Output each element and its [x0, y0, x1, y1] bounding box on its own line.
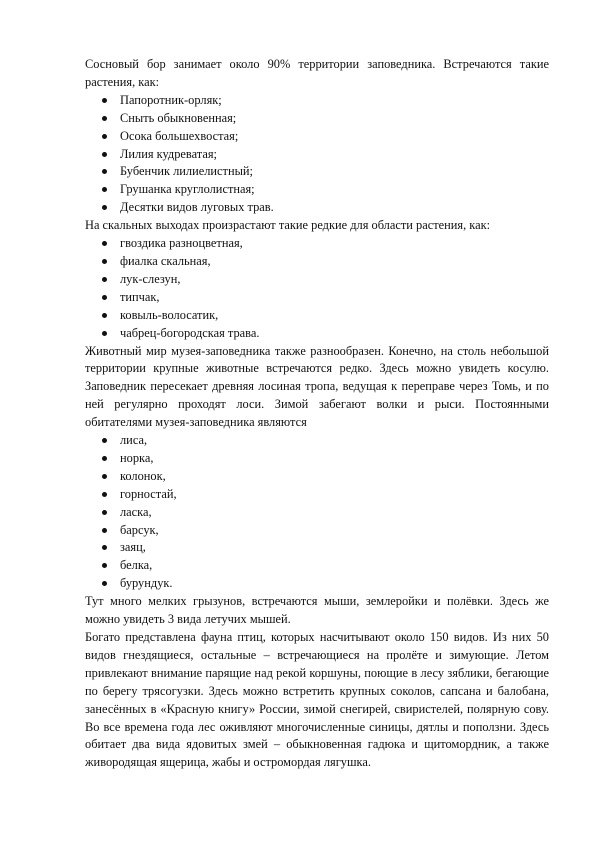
list-item [85, 199, 549, 217]
animals-list [85, 432, 549, 593]
bullet-icon [102, 152, 107, 157]
list-item [85, 289, 549, 307]
list-item-text: барсук, [120, 522, 159, 537]
paragraph-birds: Богато представлена фауна птиц, которых насчитывают около 150 видов. Из них 50 видов гнездящиеся, остальные – встречающиеся на пролёте и зимующие. Летом привлекают внимание парящие над рекой коршуны, поющие в лесу зяблики, бегающие по берегу трясогузки. Здесь можно встретить крупных соколов, сапсана и балобана, занесённых в «Красную книгу» России, зимой снегирей, свиристелей, полярную сову. Во все времена года лес оживляют многочисленные синицы, дятлы и поползни. Здесь обитает два вида ядовитых змей – обыкновенная гадюка и щитомордник, а также живородящая ящерица, жабы и остромордая лягушка. [85, 630, 549, 770]
list-item-text: Осока большехвостая; [120, 128, 239, 143]
list-item-text: Грушанка круглолистная; [120, 182, 255, 197]
list-item-text: заяц, [120, 540, 146, 555]
list-item [85, 522, 549, 540]
paragraph-rocky-outcrops: На скальных выходах произрастают такие редкие для области растения, как: [85, 218, 491, 233]
bullet-icon [102, 456, 107, 461]
list-item-text: горностай, [120, 486, 177, 501]
list-item [85, 325, 549, 343]
rare-plants-list [85, 235, 549, 342]
list-item [85, 307, 549, 325]
list-item [85, 128, 549, 146]
list-item [85, 146, 549, 164]
list-item-text: норка, [120, 450, 154, 465]
bullet-icon [102, 474, 107, 479]
list-item [85, 486, 549, 504]
paragraph-pine-forest: Сосновый бор занимает около 90% территории заповедника. Встречаются такие растения, как: [85, 57, 549, 89]
list-item-text: колонок, [120, 468, 166, 483]
list-item-text: белка, [120, 558, 153, 573]
list-item [85, 539, 549, 557]
bullet-icon [102, 581, 107, 586]
list-item [85, 235, 549, 253]
list-item [85, 181, 549, 199]
bullet-icon [102, 492, 107, 497]
list-item-text: Бубенчик лилиелистный; [120, 164, 253, 179]
bullet-icon [102, 295, 107, 300]
paragraph-rodents: Тут много мелких грызунов, встречаются мыши, землеройки и полёвки. Здесь же можно увидеть 3 вида летучих мышей. [85, 594, 549, 627]
bullet-icon [102, 187, 107, 192]
list-item-text: гвоздика разноцветная, [120, 236, 243, 251]
list-item [85, 110, 549, 128]
bullet-icon [102, 545, 107, 550]
bullet-icon [102, 134, 107, 139]
bullet-icon [102, 241, 107, 246]
bullet-icon [102, 510, 107, 515]
bullet-icon [102, 563, 107, 568]
list-item-text: Десятки видов луговых трав. [120, 200, 274, 215]
bullet-icon [102, 98, 107, 103]
bullet-icon [102, 116, 107, 121]
bullet-icon [102, 438, 107, 443]
list-item-text: Сныть обыкновенная; [120, 110, 237, 125]
list-item [85, 468, 549, 486]
list-item-text: ковыль-волосатик, [120, 307, 219, 322]
bullet-icon [102, 277, 107, 282]
bullet-icon [102, 205, 107, 210]
list-item-text: чабрец-богородская трава. [120, 325, 260, 340]
bullet-icon [102, 331, 107, 336]
list-item [85, 557, 549, 575]
list-item-text: лиса, [120, 433, 148, 448]
list-item [85, 575, 549, 593]
list-item-text: лук-слезун, [120, 271, 181, 286]
bullet-icon [102, 313, 107, 318]
list-item-text: фиалка скальная, [120, 253, 211, 268]
list-item [85, 450, 549, 468]
list-item-text: ласка, [120, 504, 152, 519]
plants-list [85, 92, 549, 217]
list-item [85, 271, 549, 289]
list-item-text: типчак, [120, 289, 160, 304]
bullet-icon [102, 259, 107, 264]
list-item [85, 504, 549, 522]
bullet-icon [102, 169, 107, 174]
list-item [85, 163, 549, 181]
paragraph-animal-world: Животный мир музея-заповедника также разнообразен. Конечно, на столь небольшой территории крупные животные встречаются редко. Здесь можно увидеть косулю. Заповедник пересекает древняя лосиная тропа, ведущая к переправе через Томь, и по ней регулярно проходят лоси. Зимой забегают волки и рыси. Постоянными обитателями музея-заповедника являются [85, 343, 549, 430]
list-item-text: бурундук. [120, 576, 173, 591]
list-item-text: Папоротник-орляк; [120, 92, 222, 107]
bullet-icon [102, 528, 107, 533]
list-item [85, 253, 549, 271]
list-item-text: Лилия кудреватая; [120, 146, 217, 161]
list-item [85, 92, 549, 110]
list-item [85, 432, 549, 450]
